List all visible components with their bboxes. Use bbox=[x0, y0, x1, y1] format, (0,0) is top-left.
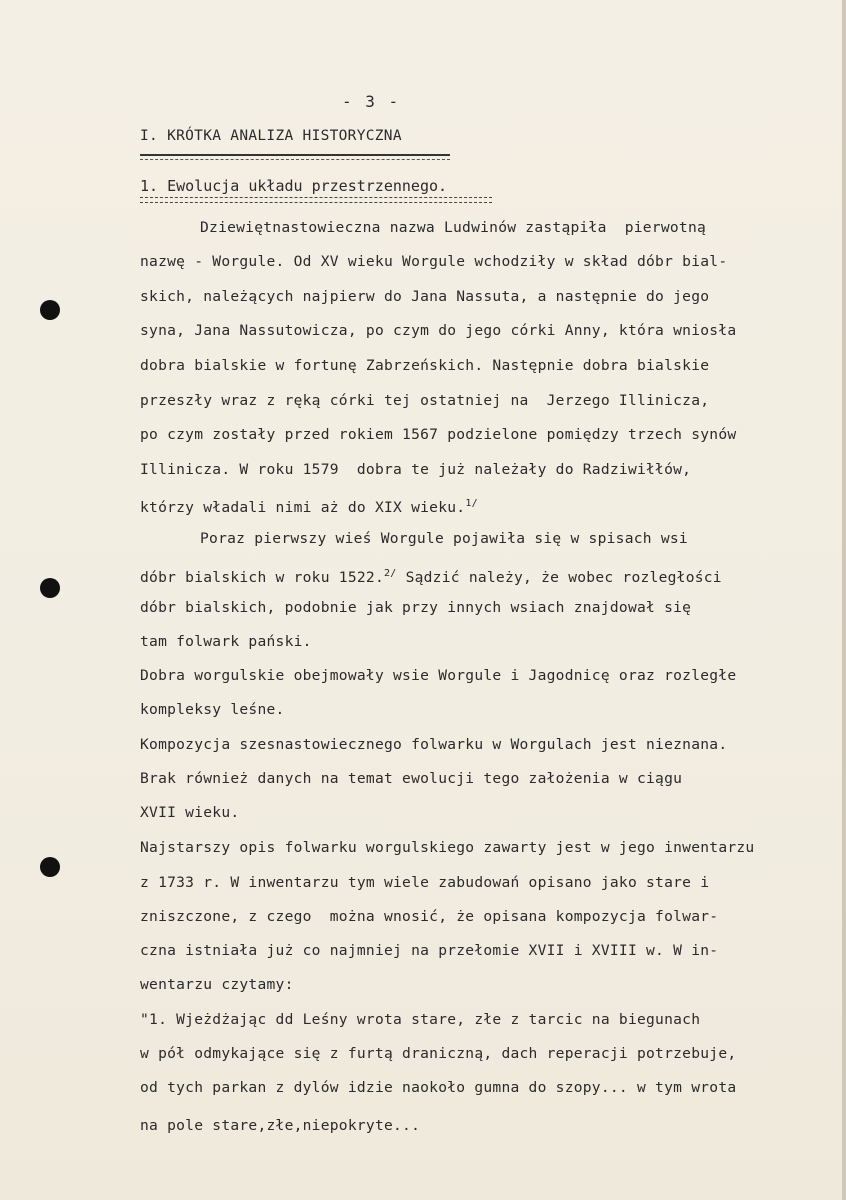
text-line: na pole stare,złe,niepokryte... bbox=[140, 1117, 421, 1134]
text-line bbox=[140, 564, 722, 588]
footnote-marker: 1/ bbox=[465, 498, 478, 509]
text-line: XVII wieku. bbox=[140, 804, 240, 821]
text-line: w pół odmykające się z furtą draniczną, dach reperacji potrzebuje, bbox=[140, 1045, 737, 1062]
text-line: Brak również danych na temat ewolucji tego założenia w ciągu bbox=[140, 770, 683, 787]
text-fragment: którzy władali nimi aż do XIX wieku. bbox=[140, 499, 466, 516]
text-line: przeszły wraz z ręką córki tej ostatniej na Jerzego Illinicza, bbox=[140, 392, 710, 409]
text-line: Dobra worgulskie obejmowały wsie Worgule i Jagodnicę oraz rozległe bbox=[140, 667, 737, 684]
text-line: syna, Jana Nassutowicza, po czym do jego córki Anny, która wniosła bbox=[140, 322, 737, 339]
text-line: skich, należących najpierw do Jana Nassuta, a następnie do jego bbox=[140, 288, 710, 305]
text-line: Najstarszy opis folwarku worgulskiego zawarty jest w jego inwentarzu bbox=[140, 839, 755, 856]
subsection-heading: 1. Ewolucja układu przestrzennego. bbox=[140, 177, 448, 195]
text-line: dóbr bialskich, podobnie jak przy innych wsiach znajdował się bbox=[140, 599, 692, 616]
section-heading: I. KRÓTKA ANALIZA HISTORYCZNA bbox=[140, 128, 402, 144]
page-edge bbox=[842, 0, 846, 1200]
punch-hole bbox=[40, 857, 60, 877]
text-line: Poraz pierwszy wieś Worgule pojawiła się w spisach wsi bbox=[200, 530, 688, 547]
text-line: kompleksy leśne. bbox=[140, 701, 285, 718]
heading-underline bbox=[140, 154, 450, 160]
text-line: od tych parkan z dylów idzie naokoło gumna do szopy... w tym wrota bbox=[140, 1079, 737, 1096]
text-line: Illinicza. W roku 1579 dobra te już należały do Radziwiłłów, bbox=[140, 461, 692, 478]
text-line: Kompozycja szesnastowiecznego folwarku w Worgulach jest nieznana. bbox=[140, 736, 728, 753]
text-line: czna istniała już co najmniej na przełomie XVII i XVIII w. W in- bbox=[140, 942, 719, 959]
text-line: dobra bialskie w fortunę Zabrzeńskich. Następnie dobra bialskie bbox=[140, 357, 710, 374]
text-line: nazwę - Worgule. Od XV wieku Worgule wchodziły w skład dóbr bial- bbox=[140, 253, 728, 270]
text-line: wentarzu czytamy: bbox=[140, 976, 294, 993]
text-line: tam folwark pański. bbox=[140, 633, 312, 650]
text-line: Dziewiętnastowieczna nazwa Ludwinów zastąpiła pierwotną bbox=[200, 219, 707, 236]
punch-hole bbox=[40, 578, 60, 598]
text-fragment: Sądzić należy, że wobec rozległości bbox=[396, 569, 722, 586]
text-line bbox=[140, 494, 478, 518]
footnote-marker: 2/ bbox=[383, 568, 397, 579]
text-fragment: dóbr bialskich w roku 1522. bbox=[140, 569, 384, 586]
page-number: - 3 - bbox=[342, 92, 401, 111]
text-line: po czym zostały przed rokiem 1567 podzielone pomiędzy trzech synów bbox=[140, 426, 737, 443]
text-line: zniszczone, z czego można wnosić, że opisana kompozycja folwar- bbox=[140, 908, 719, 925]
subheading-underline bbox=[140, 197, 492, 203]
text-line: z 1733 r. W inwentarzu tym wiele zabudowań opisano jako stare i bbox=[140, 874, 710, 891]
punch-hole bbox=[40, 300, 60, 320]
text-line: "1. Wjeżdżając dd Leśny wrota stare, złe z tarcic na biegunach bbox=[140, 1011, 701, 1028]
